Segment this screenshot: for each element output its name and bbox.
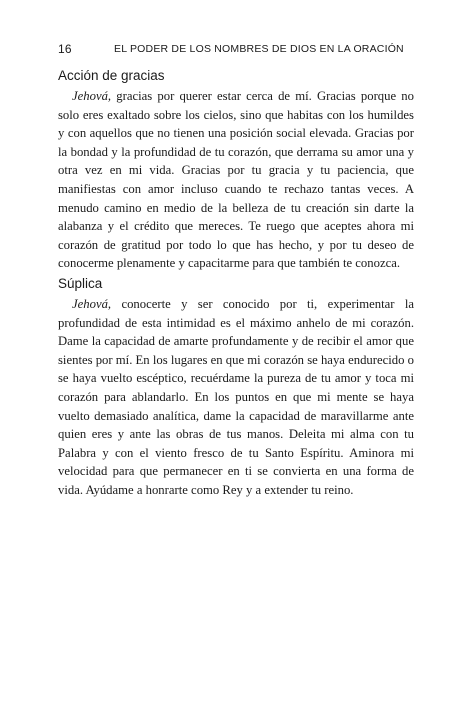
section-heading: Súplica <box>58 276 103 291</box>
prayer-text: gracias por querer estar cerca de mí. Gracias porque no solo eres exaltado sobre los cielos, sino que habitas con los humildes y con aquellos que no tienen una posición social elevada. Gracias por la bondad y la profundidad de tu corazón, que derrama su amor una y otra vez en mi vida. Gracias por tu gracia y tu paciencia, que manifiestas con amor incluso cuando te rechazo tantas veces. A menudo camino en medio de la belleza de tu creación sin darte la alabanza y el crédito que mereces. Te ruego que aceptes ahora mi corazón de gratitud por todo lo que has hecho, y por tu deseo de conocerme plenamente y capacitarme para que también te conozca. <box>58 89 414 271</box>
page-number: 16 <box>58 42 72 56</box>
section-heading: Acción de gracias <box>58 68 165 83</box>
section-suplica <box>58 276 414 500</box>
prayer-text: conocerte y ser conocido por ti, experimentar la profundidad de esta intimidad es el máximo anhelo de mi corazón. Dame la capacidad de amarte profundamente y de recibir el amor que sientes por mí. En los lugares en que mi corazón se haya endurecido o se haya vuelto escéptico, recuérdame la pureza de tu amor y toca mi corazón para ablandarlo. En los puntos en que mi mente se haya vuelto demasiado analítica, dame la capacidad de maravillarme ante quien eres y ante las obras de tus manos. Deleita mi alma con tu Palabra y con el viento fresco de tu Santo Espíritu. Aminora mi velocidad para que permanecer en ti se convierta en una forma de vida. Ayúdame a honrarte como Rey y a extender tu reino. <box>58 297 414 497</box>
prayer-paragraph <box>58 87 414 273</box>
section-accion-de-gracias <box>58 68 414 273</box>
book-title: EL PODER DE LOS NOMBRES DE DIOS EN LA ORACIÓN <box>114 43 404 55</box>
prayer-lead-word: Jehová, <box>72 297 112 311</box>
prayer-lead-word: Jehová, <box>72 89 112 103</box>
prayer-paragraph <box>58 295 414 500</box>
running-head <box>58 42 418 56</box>
